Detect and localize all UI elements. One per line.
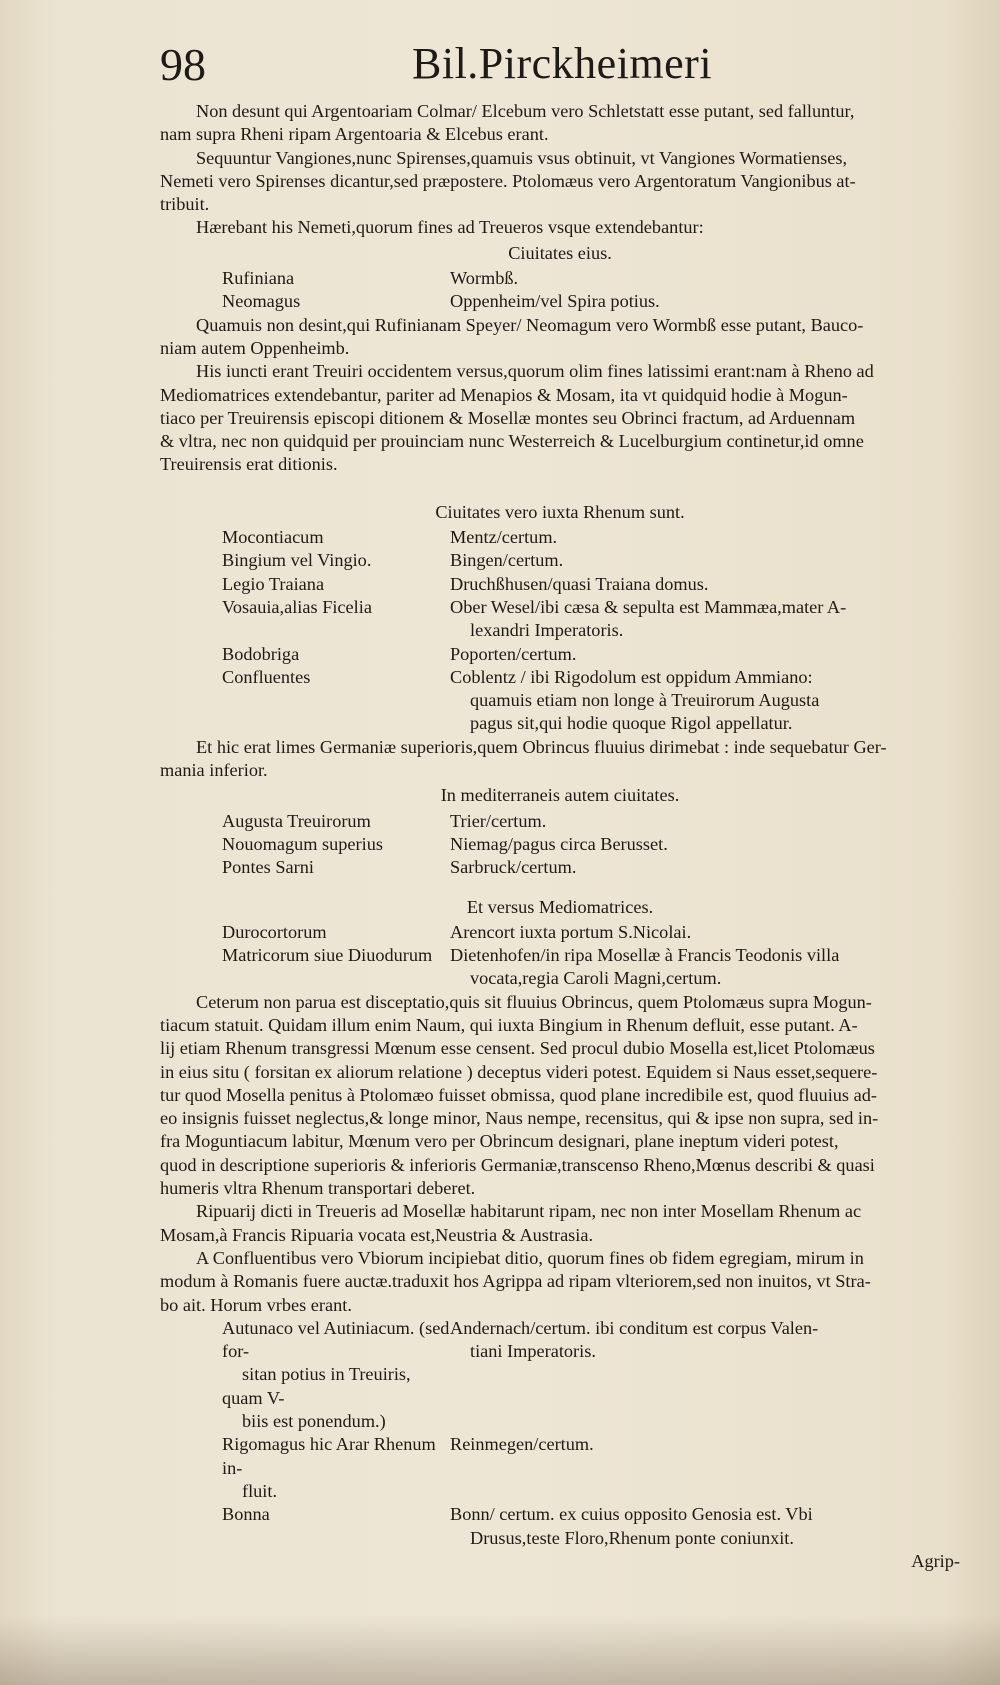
text-line: quod in descriptione superioris & inferioris Germaniæ,transcenso Rheno,Mœnus describi & quasi bbox=[160, 1154, 875, 1175]
place-row bbox=[160, 921, 960, 944]
running-title: Bil.Pirckheimeri bbox=[412, 39, 713, 88]
text-line: Non desunt qui Argentoariam Colmar/ Elcebum vero Schletstatt esse putant, sed falluntur, bbox=[196, 101, 855, 121]
text-line: vocata,regia Caroli Magni,certum. bbox=[470, 968, 722, 989]
running-header bbox=[160, 38, 960, 96]
section-heading: In mediterraneis autem ciuitates. bbox=[440, 785, 680, 806]
place-row bbox=[160, 573, 960, 596]
place-row bbox=[160, 596, 960, 643]
latin-name bbox=[160, 1317, 450, 1433]
paragraph bbox=[160, 314, 960, 361]
text-line: lexandri Imperatoris. bbox=[470, 620, 624, 641]
modern-name bbox=[450, 666, 960, 736]
modern-name: Wormbß. bbox=[450, 268, 519, 289]
text-line: fra Moguntiacum labitur, Mœnum vero per Obrincum designari, plane ineptum videri potest, bbox=[160, 1131, 839, 1152]
text-line: Andernach/certum. ibi conditum est corpus Valen- bbox=[450, 1317, 819, 1338]
text-line: Et hic erat limes Germaniæ superioris,quem Obrincus fluuius dirimebat : inde sequebatur Ger- bbox=[196, 736, 887, 757]
latin-name: Neomagus bbox=[222, 291, 301, 312]
paragraph bbox=[160, 1200, 960, 1247]
modern-name: Poporten/certum. bbox=[450, 643, 577, 664]
place-row bbox=[160, 1317, 960, 1433]
latin-name: Mocontiacum bbox=[222, 527, 324, 548]
modern-name bbox=[450, 1317, 960, 1433]
text-line: quamuis etiam non longe à Treuirorum Augusta bbox=[470, 690, 820, 711]
text-line: Mosam,à Francis Ripuaria vocata est,Neustria & Austrasia. bbox=[160, 1224, 594, 1245]
place-row bbox=[160, 643, 960, 666]
text-line: Ober Wesel/ibi cæsa & sepulta est Mammæa,mater A- bbox=[450, 596, 847, 617]
text-line: niam autem Oppenheimb. bbox=[160, 337, 350, 358]
paragraph bbox=[160, 1247, 960, 1317]
place-row bbox=[160, 549, 960, 572]
text-line: Dietenhofen/in ripa Mosellæ à Francis Teodonis villa bbox=[450, 945, 840, 966]
place-row bbox=[160, 526, 960, 549]
latin-name: Bodobriga bbox=[222, 643, 300, 664]
latin-name: Legio Traiana bbox=[222, 573, 325, 594]
section-heading: Ciuitates vero iuxta Rhenum sunt. bbox=[435, 501, 685, 522]
text-line: Nemeti vero Spirenses dicantur,sed præpostere. Ptolomæus vero Argentoratum Vangionibus at- bbox=[160, 170, 856, 191]
modern-name: Niemag/pagus circa Berusset. bbox=[450, 833, 668, 854]
catchword: Agrip- bbox=[911, 1550, 960, 1571]
place-row bbox=[160, 810, 960, 833]
paragraph bbox=[160, 360, 960, 476]
body-text bbox=[160, 100, 960, 1573]
text-line: Autunaco vel Autiniacum. (sed for- bbox=[222, 1317, 450, 1362]
modern-name: Reinmegen/certum. bbox=[450, 1434, 594, 1455]
modern-name: Sarbruck/certum. bbox=[450, 857, 577, 878]
modern-name: Druchßhusen/quasi Traiana domus. bbox=[450, 573, 709, 594]
latin-name: Matricorum siue Diuodurum bbox=[222, 945, 433, 966]
place-row bbox=[160, 944, 960, 991]
text-line: bo ait. Horum vrbes erant. bbox=[160, 1294, 352, 1315]
text-line: lij etiam Rhenum transgressi Mœnum esse censent. Sed procul dubio Mosella est,licet Ptolomæus bbox=[160, 1038, 875, 1059]
text-line: pagus sit,qui hodie quoque Rigol appellatur. bbox=[470, 713, 793, 734]
text-line: Drusus,teste Floro,Rhenum ponte coniunxit. bbox=[470, 1527, 794, 1548]
text-line: Bonn/ certum. ex cuius opposito Genosia est. Vbi bbox=[450, 1504, 813, 1525]
modern-name: Arencort iuxta portum S.Nicolai. bbox=[450, 921, 692, 942]
place-row bbox=[160, 1433, 960, 1503]
text-line: Quamuis non desint,qui Rufinianam Speyer/ Neomagum vero Wormbß esse putant, Bauco- bbox=[196, 314, 864, 335]
text-line: biis est ponendum.) bbox=[242, 1411, 386, 1432]
text-line: Rigomagus hic Arar Rhenum in- bbox=[222, 1434, 436, 1478]
modern-name: Trier/certum. bbox=[450, 810, 547, 831]
text-line: modum à Romanis fuere auctæ.traduxit hos Agrippa ad ripam vlteriorem,sed non inuitos, vt Stra- bbox=[160, 1271, 871, 1292]
text-line: tribuit. bbox=[160, 194, 210, 215]
text-line: Coblentz / ibi Rigodolum est oppidum Ammiano: bbox=[450, 666, 813, 687]
place-row bbox=[160, 833, 960, 856]
text-line: tiani Imperatoris. bbox=[470, 1341, 596, 1362]
modern-name: Oppenheim/vel Spira potius. bbox=[450, 291, 660, 312]
latin-name: Nouomagum superius bbox=[222, 833, 383, 854]
place-row bbox=[160, 666, 960, 736]
paragraph bbox=[160, 991, 960, 1201]
latin-name: Vosauia,alias Ficelia bbox=[222, 596, 372, 617]
text-line: tiaco per Treuirensis episcopi ditionem & Mosellæ montes seu Obrinci fractum, ad Arduennam bbox=[160, 407, 856, 428]
text-line: nam supra Rheni ripam Argentoaria & Elcebus erant. bbox=[160, 124, 549, 145]
latin-name: Durocortorum bbox=[222, 921, 327, 942]
text-line: & vltra, nec non quidquid per prouinciam nunc Westerreich & Lucelburgium continetur,id omne bbox=[160, 431, 864, 452]
latin-name: Augusta Treuirorum bbox=[222, 810, 371, 831]
modern-name: Mentz/certum. bbox=[450, 527, 558, 548]
modern-name bbox=[450, 596, 960, 643]
text-line: Sequuntur Vangiones,nunc Spirenses,quamuis vsus obtinuit, vt Vangiones Wormatienses, bbox=[196, 147, 848, 168]
paragraph bbox=[160, 216, 960, 239]
text-line: humeris vltra Rhenum transportari deberet. bbox=[160, 1178, 476, 1199]
latin-name bbox=[160, 1433, 450, 1503]
latin-name: Rufiniana bbox=[222, 268, 295, 289]
text-line: tur quod Mosella penitus à Ptolomæo fuisset obmissa, quod plane incredibile est, quod fluuius ad- bbox=[160, 1084, 877, 1105]
text-line: Mediomatrices extendebantur, pariter ad Menapios & Mosam, ita vt quidquid hodie à Mogun- bbox=[160, 384, 848, 405]
text-line: tiacum statuit. Quidam illum enim Naum, qui iuxta Bingium in Rhenum defluit, esse putant. A- bbox=[160, 1014, 858, 1035]
place-row bbox=[160, 1503, 960, 1550]
latin-name: Bingium vel Vingio. bbox=[222, 550, 372, 571]
text-line: Treuirensis erat ditionis. bbox=[160, 454, 338, 475]
text-line: mania inferior. bbox=[160, 760, 268, 781]
text-line: His iuncti erant Treuiri occidentem versus,quorum olim fines latissimi erant:nam à Rheno ad bbox=[196, 361, 874, 382]
latin-name: Bonna bbox=[222, 1504, 270, 1525]
page-number: 98 bbox=[160, 39, 206, 90]
text-line: Ceterum non parua est disceptatio,quis sit fluuius Obrincus, quem Ptolomæus supra Mogun- bbox=[196, 991, 872, 1012]
paragraph bbox=[160, 100, 960, 147]
section-heading: Et versus Mediomatrices. bbox=[466, 896, 654, 917]
text-line: in eius situ ( forsitan ex aliorum relatione ) deceptus videri potest. Equidem si Naus esset,sequere- bbox=[160, 1061, 878, 1082]
modern-name: Bingen/certum. bbox=[450, 550, 564, 571]
text-line: Ripuarij dicti in Treueris ad Mosellæ habitarunt ripam, nec non inter Mosellam Rhenum ac bbox=[196, 1201, 862, 1222]
text-line: fluit. bbox=[242, 1480, 278, 1501]
modern-name bbox=[450, 944, 960, 991]
latin-name: Confluentes bbox=[222, 666, 311, 687]
latin-name: Pontes Sarni bbox=[222, 857, 314, 878]
text-line: eo insignis fuisset neglectus,& longe minor, Naus nempe, recensitus, qui & ipse non supra, sed in- bbox=[160, 1108, 879, 1129]
paragraph bbox=[160, 147, 960, 217]
place-row bbox=[160, 856, 960, 879]
paragraph bbox=[160, 736, 960, 783]
modern-name bbox=[450, 1503, 960, 1550]
page-edge-shadow bbox=[0, 1615, 1000, 1685]
text-line: Hærebant his Nemeti,quorum fines ad Treueros vsque extendebantur: bbox=[196, 217, 704, 238]
place-row bbox=[160, 267, 960, 290]
section-heading: Ciuitates eius. bbox=[508, 242, 612, 263]
text-line: A Confluentibus vero Vbiorum incipiebat ditio, quorum fines ob fidem egregiam, mirum in bbox=[196, 1247, 864, 1268]
text-line: sitan potius in Treuiris, quam V- bbox=[222, 1364, 411, 1408]
place-row bbox=[160, 290, 960, 313]
